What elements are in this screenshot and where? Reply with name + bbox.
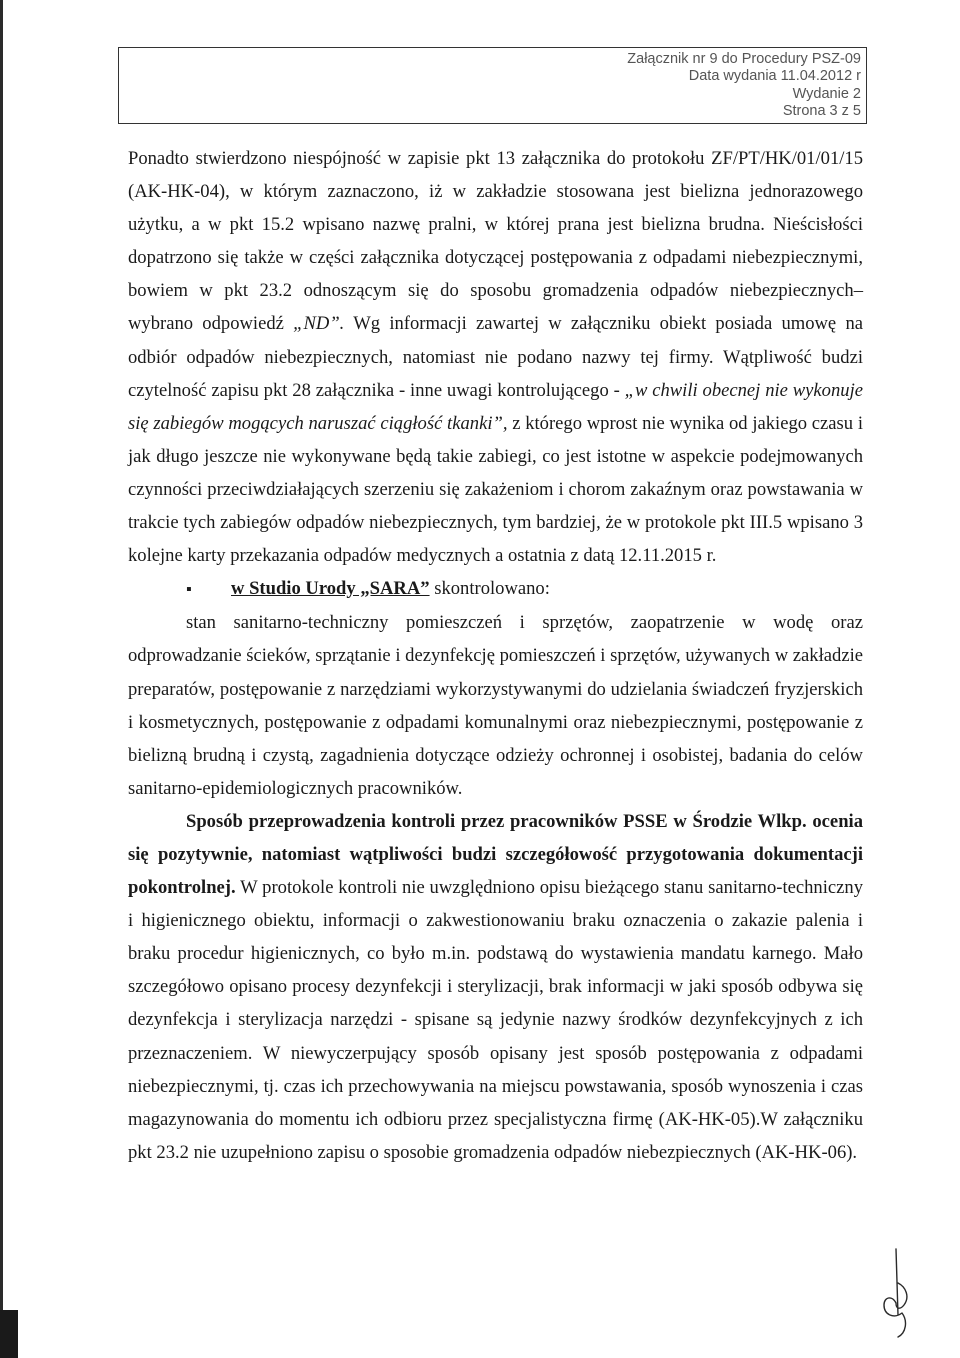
paragraph-nonconformity [128, 142, 863, 572]
paragraph-text: Wg informacji zawartej w załączniku obiekt posiada umowę na odbiór odpadów niebezpiecznych, natomiast nie podano nazwy tej firmy. Wątpliwość budzi czytelność zapisu pkt 28 załącznika - inne uwagi kontrolującego - [128, 313, 863, 401]
paragraph-text: Ponadto stwierdzono niespójność w zapisie pkt 13 załącznika do protokołu ZF/PT/HK/01/01/15 (AK-HK-04), w którym zaznaczono, iż w zakładzie stosowana jest bielizna jednorazowego użytku, a w pkt 15.2 wpisano nazwę pralni, w której prana jest bielizna brudna. Nieścisłości dopatrzono się także w części załącznika dotyczącej postępowania z odpadami niebezpiecznymi, bowiem w pkt 23.2 odnoszącym się do sposobu gromadzenia odpadów niebezpiecznych– wybrano odpowiedź [128, 148, 863, 335]
header-info [627, 51, 861, 120]
paragraph-text: W protokole kontroli nie uwzględniono opisu bieżącego stanu sanitarno-techniczny i higienicznego obiektu, informacji o zakwestionowaniu braku oznaczenia o zakazie palenia i braku procedur higienicznych, co było m.in. podstawą do wystawienia mandatu karnego. Mało szczegółowo opisano procesy dezynfekcji i sterylizacji, brak informacji w jaki sposób odbywa się dezynfekcja i sterylizacja narzędzi - spisane są jedynie nazwy środków dezynfekcyjnych z ich przeznaczeniem. W niewyczerpujący sposób opisany jest sposób postępowania z odpadami niebezpiecznymi, tj. czas ich przechowywania na miejscu powstawania, sposób wynoszenia i czas magazynowania do momentu ich odbioru przez specjalistyczna firmę (AK-HK-05).W załączniku pkt 23.2 nie uzupełniono zapisu o sposobie gromadzenia odpadów niebezpiecznych (AK-HK-06). [128, 877, 863, 1163]
scan-corner-mark [0, 1310, 18, 1358]
document-body [128, 142, 863, 1169]
header-edition: Wydanie 2 [792, 85, 861, 102]
quoted-remark: „w chwili obecnej nie wykonuje się zabiegów mogących naruszać ciągłość tkanki”, [128, 379, 863, 434]
answer-nd: „ND”. [293, 313, 345, 335]
paragraph-text: z którego wprost nie wynika od jakiego czasu i jak długo jeszcze nie wykonywane będą takie zabiegi, co jest istotne w aspekcie podejmowanych czynności przeciwdziałających szerzeniu się zakażeniom i chorom zakaźnym oraz powstawania w trakcie tych zabiegów odpadów niebezpiecznych, tym bardziej, że w protokole pkt III.5 wpisano 3 kolejne karty przekazania odpadów medycznych a ostatnia z datą 12.11.2015 r. [128, 412, 863, 567]
document-header-box [118, 47, 867, 124]
paragraph-text: stan sanitarno-techniczny pomieszczeń i sprzętów, zaopatrzenie w wodę oraz odprowadzanie ścieków, sprzątanie i dezynfekcję pomieszczeń i sprzętów, używanych w zakładzie preparatów, postępowanie z narzędziami wykorzystywanymi do udzielania świadczeń fryzjerskich i kosmetycznych, postępowanie z odpadami komunalnymi oraz niebezpiecznymi, postępowanie z bielizną brudną i czystą, zagadnienia dotyczące odzieży ochronnej i osobistej, badania do celów sanitarno-epidemiologicznych pracowników. [128, 612, 863, 799]
scan-left-edge [0, 0, 3, 1358]
header-issue-date: Data wydania 11.04.2012 r [688, 68, 861, 85]
paragraph-assessment [128, 805, 863, 1169]
bullet-icon: ▪ [186, 581, 192, 599]
handwritten-signature [872, 1243, 920, 1343]
header-page-number: Strona 3 z 5 [782, 102, 861, 119]
header-attachment: Załącznik nr 9 do Procedury PSZ-09 [627, 51, 861, 67]
bullet-text: skontrolowano: [429, 578, 550, 600]
bullet-item-studio [128, 572, 863, 606]
paragraph-inspection-scope [128, 606, 863, 805]
studio-name: w Studio Urody „SARA” [231, 578, 430, 600]
assessment-bold: Sposób przeprowadzenia kontroli przez pracowników PSSE w Środzie Wlkp. ocenia się pozytywnie, natomiast wątpliwości budzi szczegółowość przygotowania dokumentacji pokontrolnej. [128, 810, 863, 899]
